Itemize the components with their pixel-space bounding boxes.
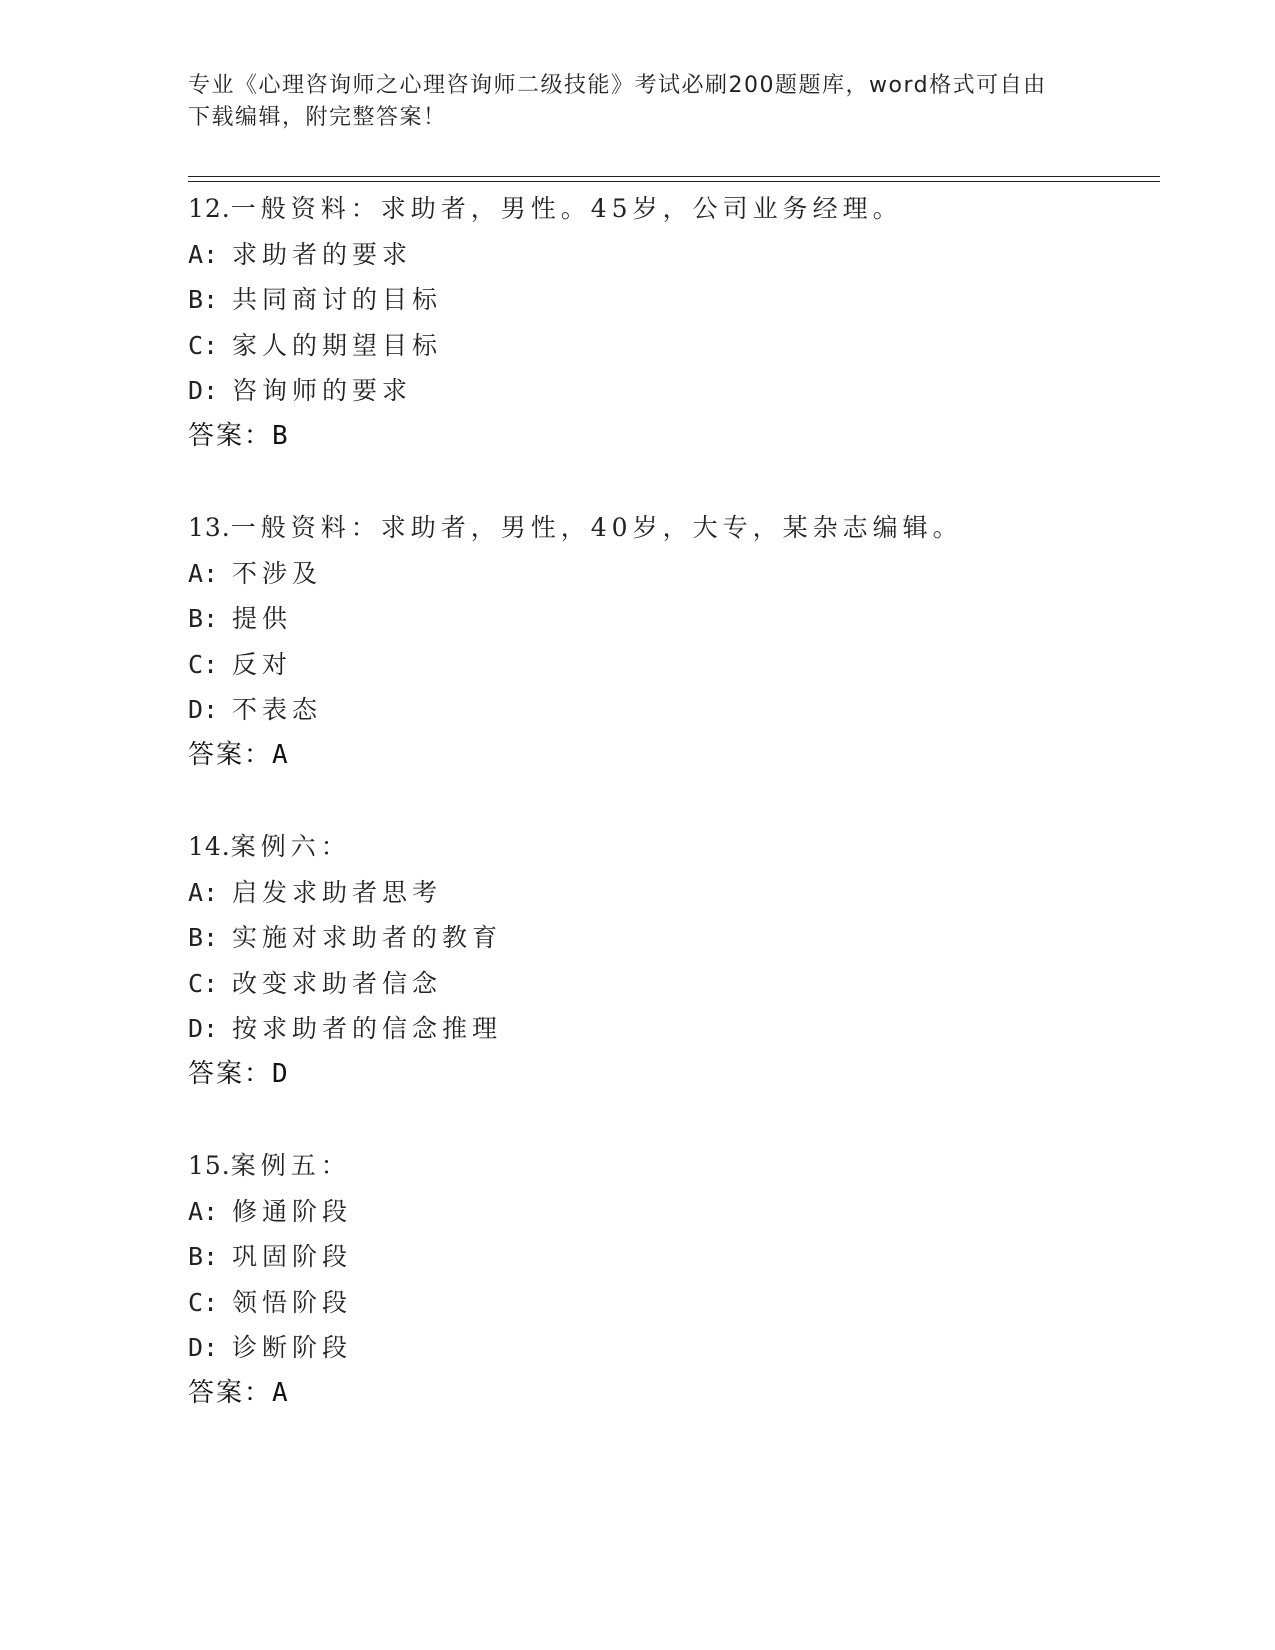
header-divider-top: [188, 176, 1160, 177]
option-label: C:: [188, 330, 219, 360]
question-13: [188, 505, 1148, 779]
option-text: 求助者的要求: [232, 239, 413, 269]
option-label: A:: [188, 239, 219, 269]
option-text: 改变求助者信念: [232, 968, 443, 998]
option-label: C:: [188, 649, 219, 679]
question-number: 15.: [188, 1151, 231, 1180]
option-a: [188, 1189, 1148, 1235]
option-c: [188, 323, 1148, 369]
option-label: A:: [188, 877, 219, 907]
question-stem: [188, 505, 1148, 551]
option-b: [188, 1234, 1148, 1280]
answer-label: 答案：: [188, 420, 273, 451]
option-c: [188, 1280, 1148, 1326]
option-label: B:: [188, 923, 219, 953]
option-label: B:: [188, 285, 219, 315]
answer-line: [188, 414, 1148, 460]
option-text: 共同商讨的目标: [232, 285, 443, 315]
option-a: [188, 551, 1148, 597]
option-text: 诊断阶段: [232, 1333, 353, 1363]
option-d: [188, 687, 1148, 733]
answer-label: 答案：: [188, 1377, 273, 1408]
option-label: A:: [188, 558, 219, 588]
option-text: 咨询师的要求: [232, 376, 413, 406]
option-label: B:: [188, 604, 219, 634]
answer-value: B: [272, 420, 288, 451]
option-b: [188, 596, 1148, 642]
option-label: B:: [188, 1242, 219, 1272]
option-label: A:: [188, 1196, 219, 1226]
question-text: 一般资料：求助者，男性。45岁，公司业务经理。: [230, 194, 903, 223]
answer-label: 答案：: [188, 739, 273, 770]
question-stem: [188, 186, 1148, 232]
answer-value: A: [272, 739, 288, 770]
question-stem: [188, 824, 1148, 870]
question-number: 14.: [188, 832, 231, 861]
question-14: [188, 824, 1148, 1098]
option-text: 反对: [232, 649, 293, 679]
option-d: [188, 368, 1148, 414]
question-stem: [188, 1143, 1148, 1189]
question-number: 13.: [188, 513, 231, 542]
document-header: 专业《心理咨询师之心理咨询师二级技能》考试必刷200题题库，word格式可自由下载编辑，附完整答案！: [188, 73, 1047, 130]
option-b: [188, 277, 1148, 323]
question-text: 案例五：: [230, 1151, 351, 1180]
option-label: C:: [188, 1287, 219, 1317]
option-d: [188, 1325, 1148, 1371]
option-label: D:: [188, 376, 219, 406]
option-text: 巩固阶段: [232, 1242, 353, 1272]
option-text: 不涉及: [232, 558, 323, 588]
option-a: [188, 232, 1148, 278]
option-text: 领悟阶段: [232, 1287, 353, 1317]
option-text: 实施对求助者的教育: [232, 923, 503, 953]
option-text: 按求助者的信念推理: [232, 1014, 503, 1044]
header-divider-bottom: [188, 181, 1160, 182]
option-label: C:: [188, 968, 219, 998]
question-number: 12.: [188, 194, 231, 223]
option-b: [188, 915, 1148, 961]
option-text: 家人的期望目标: [232, 330, 443, 360]
answer-label: 答案：: [188, 1058, 273, 1089]
option-d: [188, 1006, 1148, 1052]
option-text: 不表态: [232, 695, 323, 725]
option-text: 修通阶段: [232, 1196, 353, 1226]
answer-value: D: [272, 1058, 288, 1089]
question-12: [188, 186, 1148, 460]
option-label: D:: [188, 1014, 219, 1044]
option-label: D:: [188, 695, 219, 725]
option-text: 提供: [232, 604, 293, 634]
option-label: D:: [188, 1333, 219, 1363]
option-c: [188, 961, 1148, 1007]
question-text: 案例六：: [230, 832, 351, 861]
question-text: 一般资料：求助者，男性，40岁，大专，某杂志编辑。: [230, 513, 963, 542]
option-text: 启发求助者思考: [232, 877, 443, 907]
answer-value: A: [272, 1377, 288, 1408]
option-c: [188, 642, 1148, 688]
question-15: [188, 1143, 1148, 1417]
answer-line: [188, 733, 1148, 779]
answer-line: [188, 1052, 1148, 1098]
answer-line: [188, 1371, 1148, 1417]
option-a: [188, 870, 1148, 916]
